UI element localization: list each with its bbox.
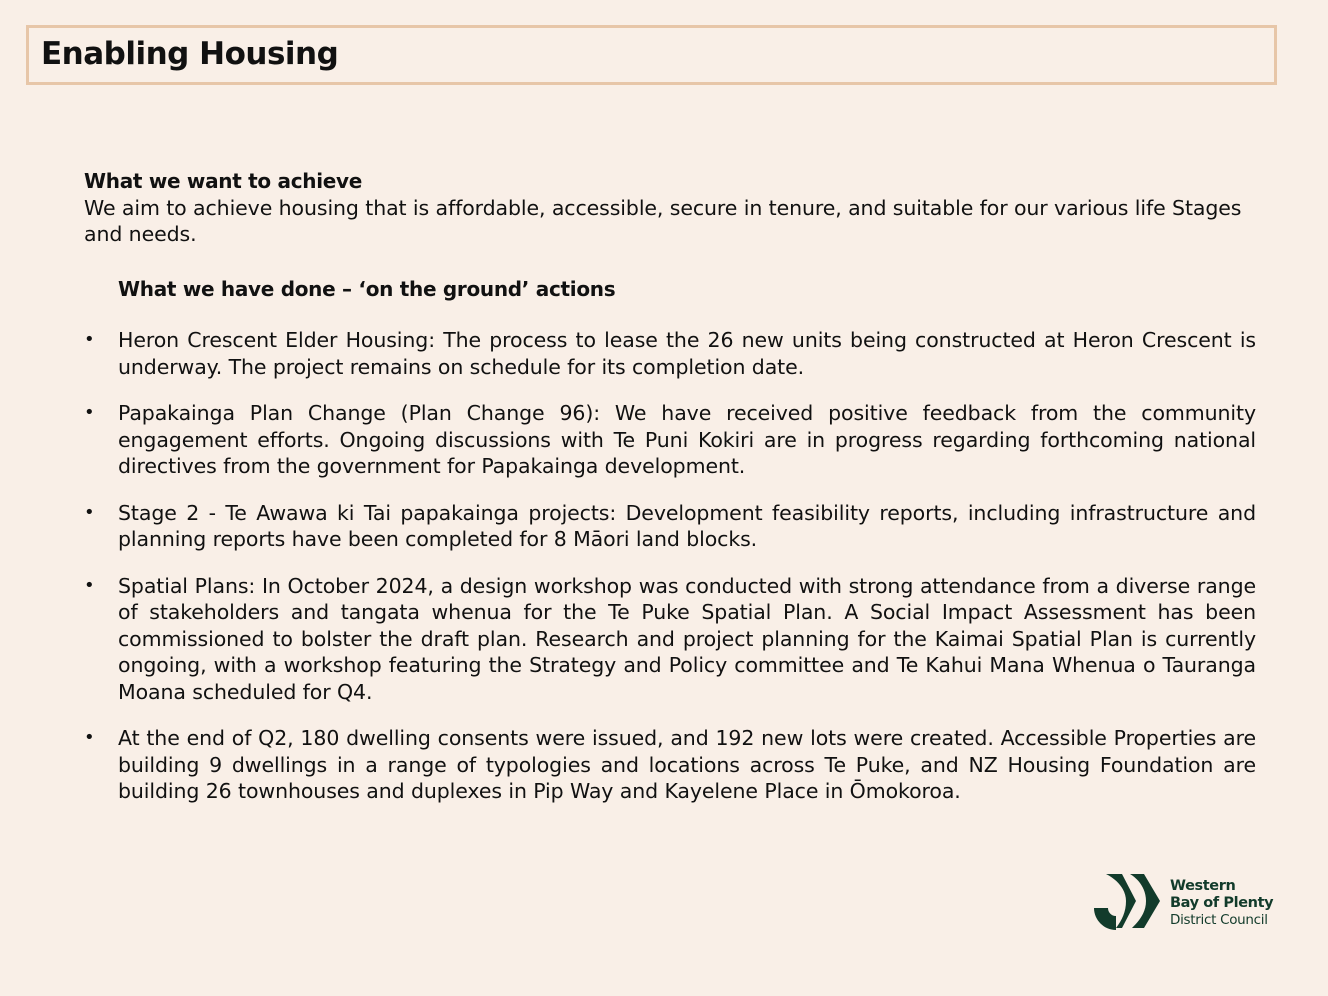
list-item [84, 327, 1256, 380]
logo-line-3: District Council [1170, 912, 1268, 928]
bullet-icon: • [84, 329, 95, 350]
council-logo [1092, 872, 1282, 934]
logo-line-2: Bay of Plenty [1170, 895, 1274, 911]
logo-line-1: Western [1170, 878, 1236, 894]
council-chevron-logo-icon [1092, 872, 1164, 932]
aim-text: We aim to achieve housing that is affordable, accessible, secure in tenure, and suitable for our various life Stages and needs. [84, 196, 1242, 246]
actions-heading: What we have done – ‘on the ground’ actions [118, 277, 616, 301]
bullet-icon: • [84, 402, 95, 423]
list-item [84, 400, 1256, 480]
title-box [26, 25, 1277, 85]
list-item-text: Spatial Plans: In October 2024, a design workshop was conducted with strong attendance from a diverse range of stakeholders and tangata whenua for the Te Puke Spatial Plan. A Social Impact Assessment has been commissioned to bolster the draft plan. Research and project planning for the Kaimai Spatial Plan is currently ongoing, with a workshop featuring the Strategy and Policy committee and Te Kahui Mana Whenua o Tauranga Moana scheduled for Q4. [118, 573, 1256, 704]
logo-text [1170, 878, 1273, 929]
aim-heading: What we want to achieve [84, 169, 363, 193]
page-title: Enabling Housing [41, 36, 339, 72]
list-item [84, 500, 1256, 553]
actions-list [84, 327, 1256, 805]
list-item-text: Stage 2 - Te Awawa ki Tai papakainga projects: Development feasibility reports, including infrastructure and planning reports have been completed for 8 Māori land blocks. [118, 500, 1256, 551]
list-item-text: At the end of Q2, 180 dwelling consents were issued, and 192 new lots were created. Accessible Properties are building 9 dwellings in a range of typologies and locations across Te Puke, and NZ Housing Foundation are building 26 townhouses and duplexes in Pip Way and Kayelene Place in Ōmokoroa. [118, 726, 1256, 803]
list-item-text: Heron Crescent Elder Housing: The process to lease the 26 new units being constructed at Heron Crescent is underway. The project remains on schedule for its completion date. [118, 328, 1256, 379]
content-area [84, 167, 1256, 825]
bullet-icon: • [84, 574, 95, 596]
bullet-icon: • [84, 727, 95, 748]
list-item [84, 725, 1256, 805]
bullet-icon: • [84, 501, 95, 523]
list-item [84, 573, 1256, 706]
list-item-text: Papakainga Plan Change (Plan Change 96): We have received positive feedback from the community engagement efforts. Ongoing discussions with Te Puni Kokiri are in progress regarding forthcoming national directives from the government for Papakainga development. [118, 401, 1256, 478]
